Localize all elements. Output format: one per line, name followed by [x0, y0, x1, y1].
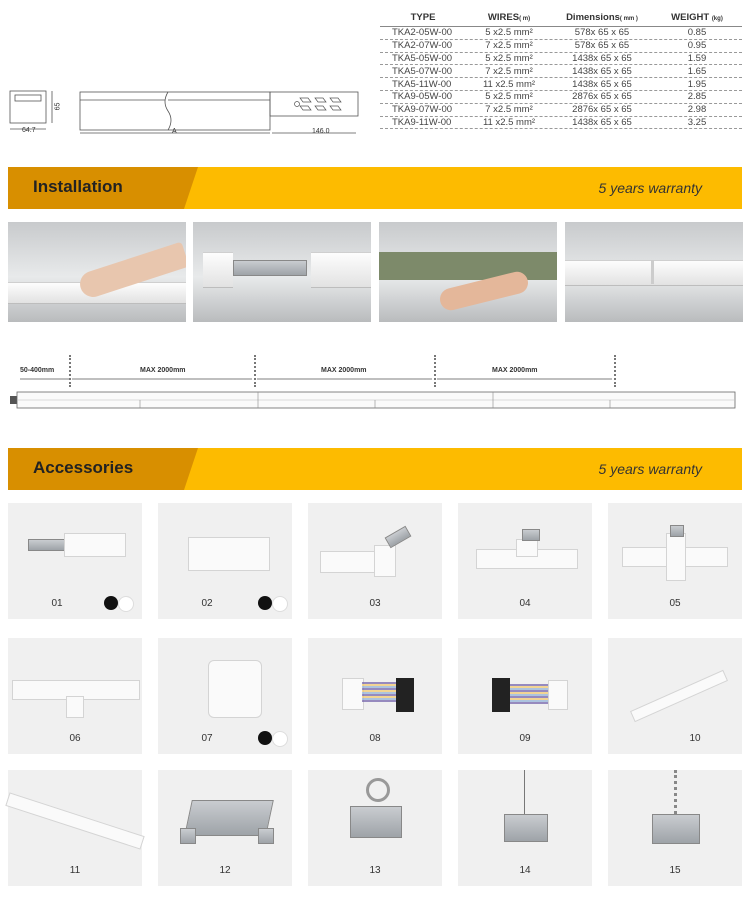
- white-color-swatch: [118, 596, 134, 612]
- accessory-card[interactable]: 10: [608, 638, 742, 754]
- install-photo-4: [565, 222, 743, 322]
- table-row: TKA2-05W-00 5 x2.5 mm² 578x 65 x 65 0.85: [380, 27, 742, 40]
- accessories-banner: [8, 448, 742, 490]
- accessory-card[interactable]: 13: [308, 770, 442, 886]
- accessory-card[interactable]: 14: [458, 770, 592, 886]
- wiring-channel: [379, 252, 557, 280]
- header-type: TYPE: [410, 11, 436, 23]
- accessory-card[interactable]: 04: [458, 503, 592, 619]
- install-photo-2: [193, 222, 371, 322]
- table-row: TKA9-05W-00 5 x2.5 mm² 2876x 65 x 65 2.85: [380, 91, 742, 104]
- table-row: TKA9-07W-00 7 x2.5 mm² 2876x 65 x 65 2.98: [380, 104, 742, 117]
- spacing-diagram: [0, 375, 750, 415]
- table-row: TKA5-11W-00 11 x2.5 mm² 1438x 65 x 65 1.95: [380, 78, 742, 91]
- length-label: A: [172, 128, 177, 135]
- accessory-card[interactable]: 12: [158, 770, 292, 886]
- accessory-card[interactable]: 11: [8, 770, 142, 886]
- break-mark: [165, 92, 171, 130]
- accessory-card[interactable]: 05: [608, 503, 742, 619]
- cross-section-slot: [15, 95, 41, 101]
- span-label: MAX 2000mm: [140, 367, 186, 374]
- table-row: TKA9-11W-00 11 x2.5 mm² 1438x 65 x 65 3.25: [380, 117, 742, 130]
- installation-banner: [8, 167, 742, 209]
- white-color-swatch: [272, 596, 288, 612]
- connector-bracket: [233, 260, 307, 276]
- connector-end-view: [270, 92, 358, 116]
- table-row: TKA5-07W-00 7 x2.5 mm² 1438x 65 x 65 1.65: [380, 65, 742, 78]
- accessories-title: Accessories: [33, 458, 134, 477]
- accessory-card[interactable]: 09: [458, 638, 592, 754]
- header-dimensions: Dimensions( mm ): [566, 11, 638, 23]
- black-color-swatch: [104, 596, 118, 610]
- accessory-card[interactable]: 07: [158, 638, 292, 754]
- accessory-card[interactable]: 15: [608, 770, 742, 886]
- black-color-swatch: [258, 596, 272, 610]
- height-label: 65: [54, 102, 62, 111]
- header-wires: WIRES( m): [487, 11, 531, 23]
- spec-table-header: [380, 8, 742, 27]
- accessory-card[interactable]: 01: [8, 503, 142, 619]
- span-label: MAX 2000mm: [492, 367, 538, 374]
- connector-pattern: [295, 98, 342, 110]
- black-color-swatch: [258, 731, 272, 745]
- end-label: 146.0: [312, 128, 330, 135]
- install-photo-1: [8, 222, 186, 322]
- span-label: MAX 2000mm: [321, 367, 367, 374]
- width-label: 64.7: [22, 127, 36, 134]
- accessory-card[interactable]: 08: [308, 638, 442, 754]
- white-color-swatch: [272, 731, 288, 747]
- table-row: TKA2-07W-00 7 x2.5 mm² 578x 65 x 65 0.95: [380, 40, 742, 53]
- trunking-side-view: [80, 92, 270, 130]
- accessory-card[interactable]: 06: [8, 638, 142, 754]
- installation-title: Installation: [33, 177, 123, 196]
- spec-table: [380, 8, 742, 129]
- header-weight: WEIGHT (kg): [671, 11, 723, 23]
- installation-warranty: 5 years warranty: [598, 180, 702, 196]
- start-distance-label: 50-400mm: [20, 367, 55, 374]
- accessory-card[interactable]: 03: [308, 503, 442, 619]
- table-row: TKA5-05W-00 5 x2.5 mm² 1438x 65 x 65 1.59: [380, 53, 742, 66]
- profile-drawing: [0, 80, 380, 145]
- install-photo-3: [379, 222, 557, 322]
- accessories-warranty: 5 years warranty: [598, 461, 702, 477]
- accessory-card[interactable]: 02: [158, 503, 292, 619]
